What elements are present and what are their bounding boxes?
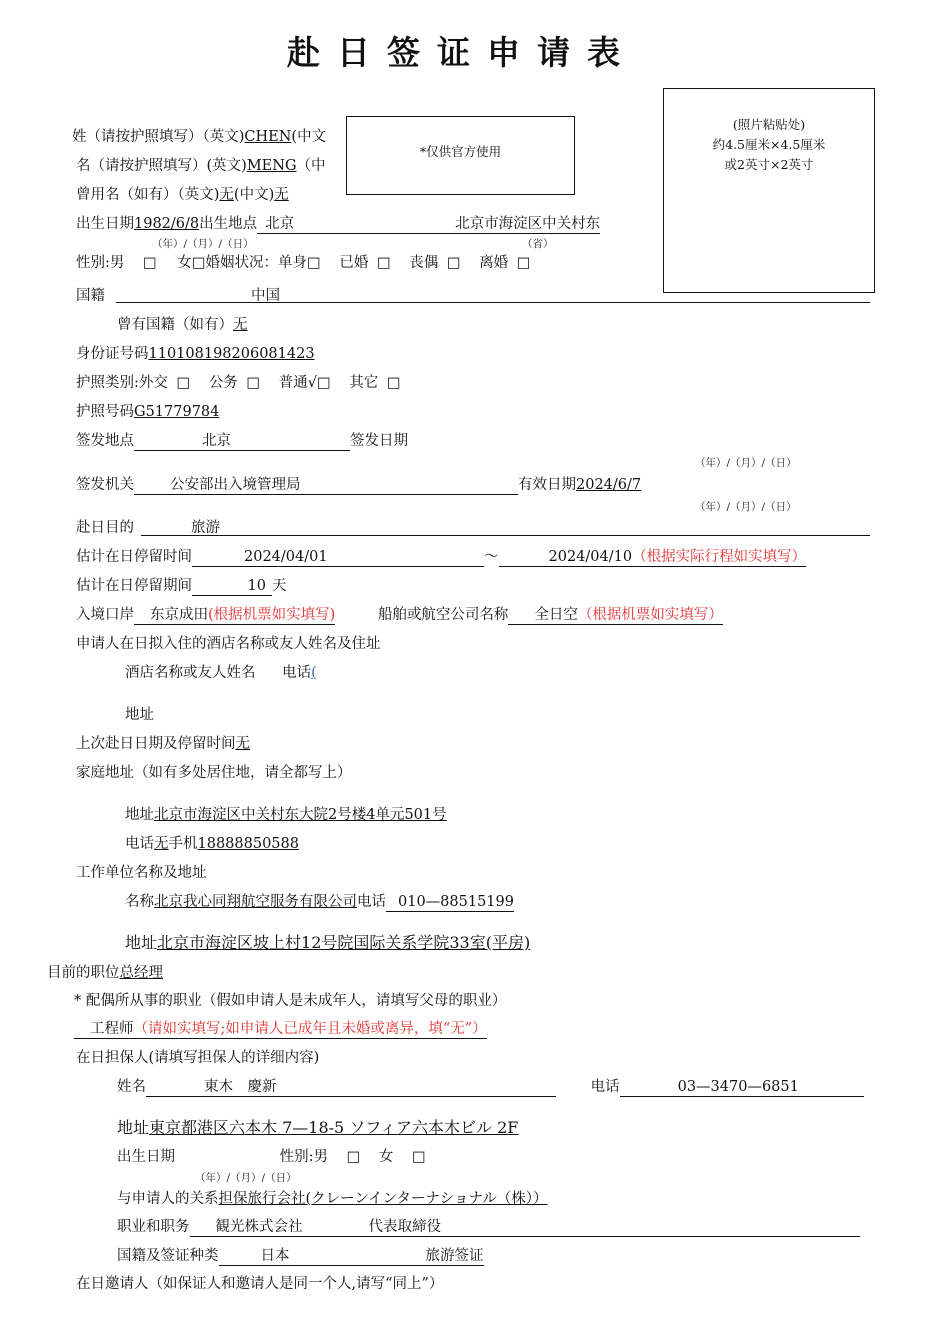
inviter-header: 在日邀请人（如保证人和邀请人是同一个人,请写“同上”）	[76, 1276, 444, 1292]
guarantor-male-label: 男	[313, 1149, 328, 1165]
guarantor-company-value[interactable]: 観光株式会社	[215, 1219, 303, 1235]
entry-port-label: 入境口岸	[76, 607, 134, 623]
guarantor-name-label: 姓名	[117, 1079, 146, 1095]
work-phone-label: 电话	[357, 894, 386, 910]
hotel-phone-value[interactable]: (	[311, 665, 317, 681]
birth-date-hint: （年）/（月）/（日）	[152, 238, 254, 250]
work-phone-value[interactable]: 010—88515199	[398, 894, 514, 910]
guarantor-visa-type-value[interactable]: 旅游签证	[425, 1248, 484, 1264]
issuing-authority-value[interactable]: 公安部出入境管理局	[170, 477, 301, 493]
spouse-header: * 配偶所从事的职业（假如申请人是未成年人，请填写父母的职业）	[74, 993, 507, 1009]
former-name-label: 曾用名（如有）（英文)	[76, 187, 220, 203]
guarantor-gender-label: 性别:	[279, 1149, 314, 1165]
marital-divorced-checkbox[interactable]: □	[516, 255, 531, 271]
marital-status-label: 婚姻状况：单身	[205, 255, 308, 271]
gender-marital-row	[76, 253, 530, 273]
airline-label: 船舶或航空公司名称	[377, 607, 509, 623]
id-number-value[interactable]: 110108198206081423	[148, 346, 315, 362]
former-name-zh[interactable]: 无	[274, 187, 289, 203]
hotel-address-label: 地址	[125, 707, 154, 723]
former-name-row	[76, 185, 289, 205]
given-name-zh-label: （中	[296, 158, 326, 174]
given-name-label: 名（请按护照填写）(英文)	[76, 158, 247, 174]
passport-ordinary-label: 普通	[278, 375, 308, 391]
guarantor-title-value[interactable]: 代表取締役	[368, 1219, 441, 1235]
guarantor-nationality-label: 国籍及签证种类	[117, 1248, 219, 1264]
gender-label: 性别:	[76, 255, 110, 271]
issue-place-label: 签发地点	[76, 433, 134, 449]
guarantor-phone-label: 电话	[590, 1079, 620, 1095]
guarantor-address-label: 地址	[117, 1118, 150, 1137]
guarantor-male-checkbox[interactable]: □	[346, 1149, 361, 1165]
position-label: 目前的职位	[47, 965, 120, 981]
expiry-date-hint: （年）/（月）/（日）	[695, 501, 797, 513]
photo-size-cm: 约4.5厘米×4.5厘米	[712, 137, 826, 152]
airline-note: （根据机票如实填写）	[577, 607, 723, 623]
expiry-date-value[interactable]: 2024/6/7	[576, 477, 642, 493]
passport-diplomatic-checkbox[interactable]: □	[176, 375, 191, 391]
guarantor-female-label: 女	[378, 1149, 394, 1165]
guarantor-header: 在日担保人(请填写担保人的详细内容)	[76, 1050, 320, 1066]
stay-period-row	[76, 576, 287, 596]
stay-to-date[interactable]: 2024/04/10	[548, 549, 633, 565]
airline-value[interactable]: 全日空	[534, 607, 578, 623]
birth-place-label: 出生地点	[199, 216, 258, 232]
id-number-row	[76, 344, 315, 364]
work-name-label: 名称	[125, 894, 154, 910]
marital-widowed-label: 丧偶	[409, 255, 439, 271]
birth-province-hint: （省）	[522, 238, 554, 250]
birth-city[interactable]: 北京	[265, 216, 295, 232]
entry-row	[76, 605, 723, 625]
passport-number-label: 护照号码	[76, 404, 134, 420]
passport-number-value[interactable]: G51779784	[134, 404, 220, 420]
hotel-phone-label: 电话	[282, 665, 312, 681]
photo-box	[663, 88, 875, 293]
guarantor-name-row	[117, 1077, 864, 1097]
given-name-en[interactable]: MENG	[246, 158, 297, 174]
former-nationality-value[interactable]: 无	[233, 317, 248, 333]
passport-official-checkbox[interactable]: □	[246, 375, 261, 391]
home-phone-value[interactable]: 无	[154, 836, 169, 852]
photo-caption: (照片粘贴处)	[732, 117, 806, 132]
guarantor-address-value[interactable]: 東京都港区六本木 7—18-5 ソフィア六本木ビル 2F	[149, 1118, 519, 1137]
work-header: 工作单位名称及地址	[76, 865, 207, 881]
hotel-name-row	[125, 663, 317, 683]
form-title: 赴日签证申请表	[287, 33, 637, 72]
spouse-occupation-note: （请如实填写;如申请人已成年且未婚或离异，填“无”）	[133, 1021, 487, 1037]
home-phone-row	[125, 834, 299, 854]
work-address-label: 地址	[125, 933, 158, 952]
home-header: 家庭地址（如有多处居住地，请全都写上）	[76, 765, 352, 781]
entry-port-note: (根据机票如实填写)	[208, 607, 336, 623]
guarantor-nationality-row	[117, 1246, 484, 1266]
stay-from-date[interactable]: 2024/04/01	[244, 549, 328, 565]
passport-official-label: 公务	[208, 375, 238, 391]
guarantor-female-checkbox[interactable]: □	[412, 1149, 426, 1165]
photo-size-inch: 或2英寸×2英寸	[724, 157, 814, 172]
former-name-en[interactable]: 无	[219, 187, 234, 203]
work-address-row	[125, 933, 530, 953]
given-name-row	[76, 156, 326, 176]
surname-row	[72, 127, 326, 147]
position-value[interactable]: 总经理	[119, 965, 163, 981]
issue-place-value[interactable]: 北京	[202, 433, 231, 449]
former-name-zh-label: (中文)	[233, 187, 275, 203]
entry-port-value[interactable]: 东京成田	[150, 607, 208, 623]
stay-period-label: 估计在日停留期间	[76, 578, 192, 594]
guarantor-birth-label: 出生日期	[117, 1149, 175, 1165]
passport-other-label: 其它	[349, 375, 379, 391]
former-nationality-label: 曾有国籍（如有）	[117, 317, 233, 333]
guarantor-job-row	[117, 1217, 860, 1237]
issue-date-hint: （年）/（月）/（日）	[695, 457, 797, 469]
nationality-value[interactable]: 中国	[251, 288, 280, 304]
passport-number-row	[76, 402, 219, 422]
hotel-name-label: 酒店名称或友人姓名	[125, 665, 256, 681]
stay-period-unit: 天	[272, 578, 287, 594]
stay-date-separator: ～	[484, 549, 499, 565]
guarantor-relation-label: 与申请人的关系	[117, 1191, 219, 1207]
gender-female-checkbox[interactable]: □	[191, 255, 206, 271]
gender-male-label: 男	[109, 255, 125, 271]
issuing-authority-label: 签发机关	[76, 477, 134, 493]
guarantor-phone-value[interactable]: 03—3470—6851	[677, 1079, 799, 1095]
issue-place-row	[76, 431, 408, 451]
last-visit-label: 上次赴日日期及停留时间	[76, 736, 236, 752]
home-address-label: 地址	[125, 807, 154, 823]
guarantor-birth-gender-row	[117, 1147, 426, 1167]
authority-row	[76, 475, 641, 495]
purpose-value[interactable]: 旅游	[191, 520, 220, 536]
spouse-occupation-value[interactable]: 工程师	[90, 1021, 134, 1037]
gender-female-label: 女	[177, 255, 192, 271]
official-use-label: *仅供官方使用	[419, 144, 502, 159]
passport-ordinary-checkbox[interactable]: □	[316, 375, 331, 391]
hotel-header: 申请人在日拟入住的酒店名称或友人姓名及住址	[76, 636, 381, 652]
guarantor-name-value[interactable]: 東木 慶新	[204, 1079, 277, 1095]
purpose-label: 赴日目的	[76, 520, 134, 536]
home-address-row	[125, 805, 447, 825]
nationality-line	[116, 302, 870, 303]
stay-dates-label: 估计在日停留时间	[76, 549, 192, 565]
work-address-value[interactable]: 北京市海淀区坡上村12号院国际关系学院33室(平房)	[157, 933, 531, 952]
passport-type-row	[76, 373, 401, 393]
guarantor-relation-row	[117, 1189, 548, 1209]
last-visit-value[interactable]: 无	[235, 736, 250, 752]
marital-widowed-checkbox[interactable]: □	[446, 255, 461, 271]
former-nationality-row	[117, 315, 248, 335]
id-number-label: 身份证号码	[76, 346, 149, 362]
home-address-value[interactable]: 北京市海淀区中关村东大院2号楼4单元501号	[154, 807, 447, 823]
position-row	[47, 963, 163, 983]
surname-en[interactable]: CHEN	[244, 129, 292, 145]
guarantor-job-label: 职业和职务	[117, 1219, 190, 1235]
expiry-date-label: 有效日期	[518, 477, 576, 493]
work-name-row	[125, 892, 514, 912]
marital-single-checkbox[interactable]: □	[307, 255, 321, 271]
stay-dates-note: （根据实际行程如实填写）	[632, 549, 807, 565]
birth-place[interactable]: 北京市海淀区中关村东	[455, 216, 601, 232]
stay-period-value[interactable]: 10	[247, 578, 266, 594]
issue-date-label: 签发日期	[350, 433, 408, 449]
work-name-value[interactable]: 北京我心同翔航空服务有限公司	[154, 894, 357, 910]
passport-ordinary-checkmark: √	[307, 375, 317, 391]
guarantor-birth-hint: （年）/（月）/（日）	[195, 1172, 297, 1184]
birth-date-label: 出生日期	[76, 216, 134, 232]
home-mobile-value[interactable]: 18888850588	[197, 836, 299, 852]
guarantor-relation-value[interactable]: 担保旅行会社(クレーンインターナショナル（株））	[218, 1191, 548, 1207]
purpose-line	[141, 535, 870, 536]
guarantor-nationality-value[interactable]: 日本	[260, 1248, 290, 1264]
birth-date[interactable]: 1982/6/8	[134, 216, 200, 232]
birth-row	[76, 214, 662, 234]
nationality-label: 国籍	[76, 288, 105, 304]
guarantor-address-row	[117, 1118, 518, 1138]
passport-other-checkbox[interactable]: □	[386, 375, 401, 391]
surname-label: 姓（请按护照填写）（英文)	[72, 129, 245, 145]
marital-divorced-label: 离婚	[479, 255, 509, 271]
surname-zh-label: (中文	[291, 129, 327, 145]
marital-married-checkbox[interactable]: □	[376, 255, 391, 271]
gender-male-checkbox[interactable]: □	[143, 255, 157, 271]
last-visit-row	[76, 734, 250, 754]
spouse-row	[74, 1019, 487, 1039]
official-use-box	[346, 116, 575, 195]
home-phone-label: 电话	[125, 836, 154, 852]
stay-dates-row	[76, 547, 806, 567]
marital-married-label: 已婚	[339, 255, 369, 271]
home-mobile-label: 手机	[168, 836, 198, 852]
passport-type-label: 护照类别:外交	[76, 375, 168, 391]
